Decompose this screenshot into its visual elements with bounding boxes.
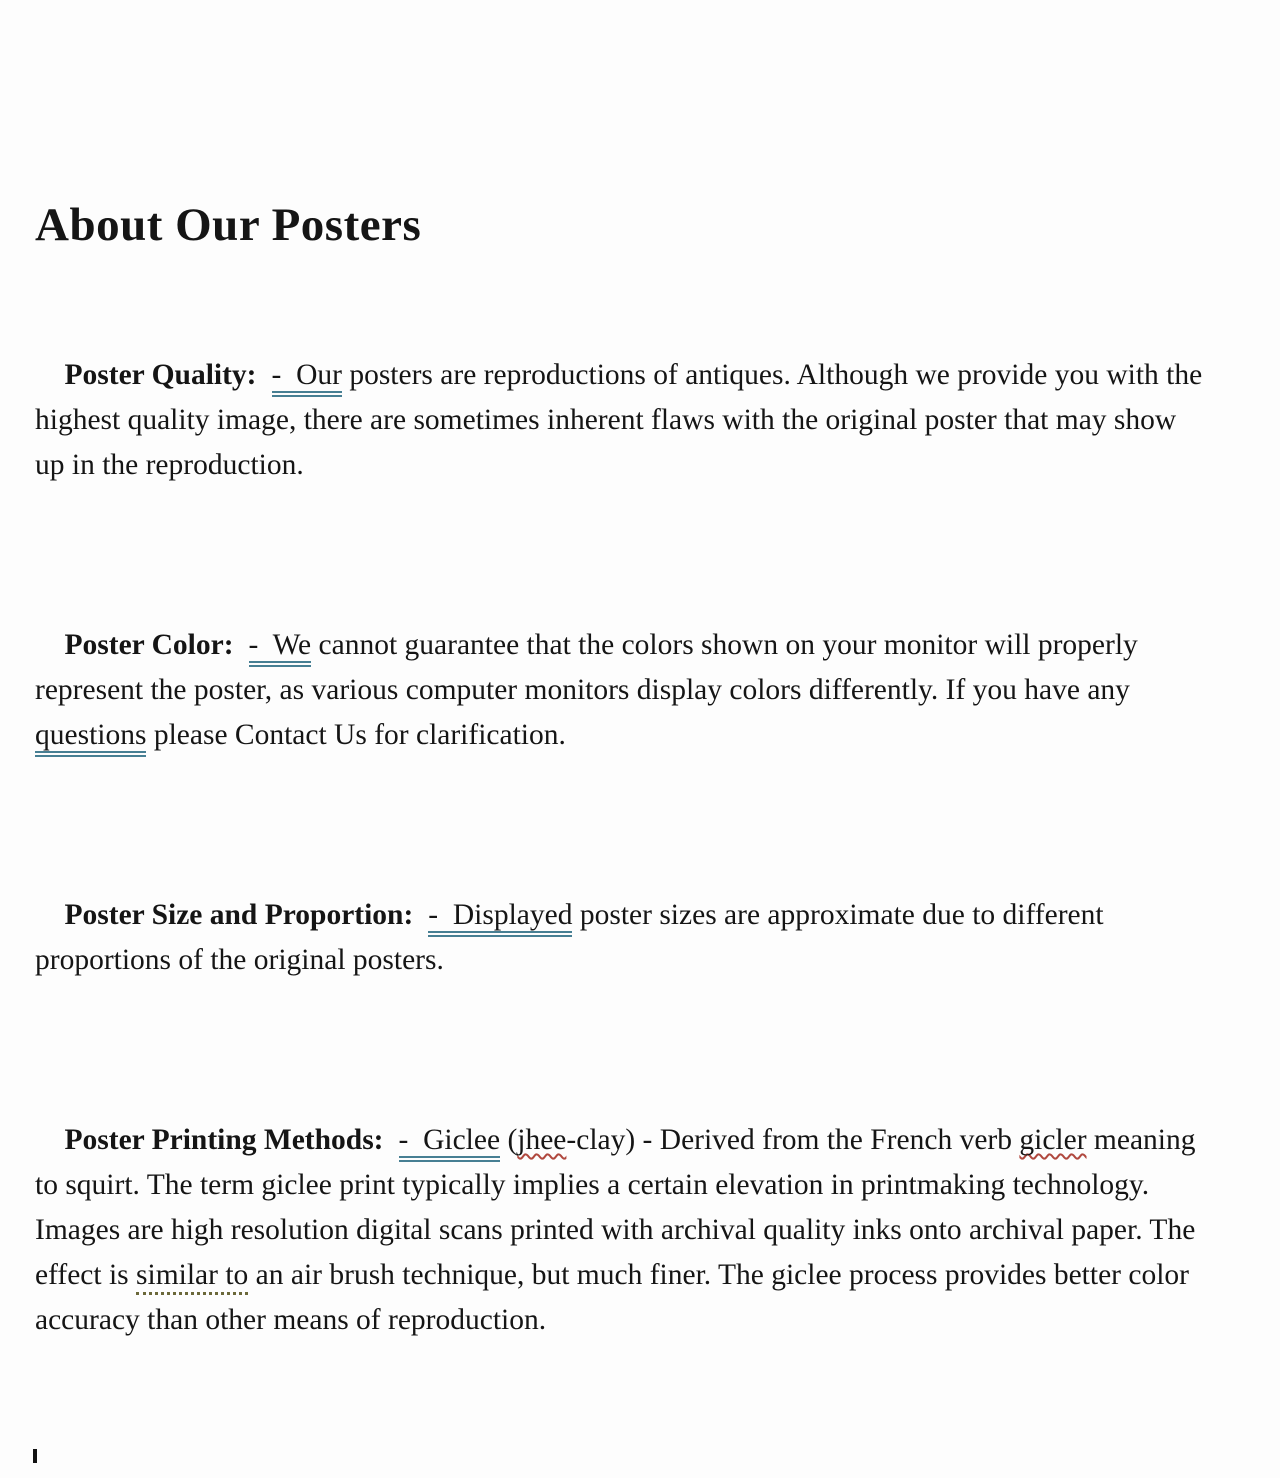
paragraph-body: posters are reproductions of antiques. Although we provide you with the highest quality image, there are sometimes inherent flaws with the original poster that may show up in the reproduction. — [35, 359, 1210, 481]
cursor-row — [35, 1433, 1212, 1478]
grammar-flagged-phrase: similar to — [136, 1259, 248, 1295]
paragraph-label-poster-size: Poster Size and Proportion: — [64, 899, 414, 931]
double-underlined-lead: - Our — [272, 359, 342, 397]
paragraph-label-poster-quality: Poster Quality: — [64, 359, 257, 391]
paragraph-body: poster sizes are approximate due to different proportions of the original posters. — [35, 899, 1111, 976]
paragraph-body: an air brush technique, but much finer. The giclee process provides better color accuracy than other means of reproduction. — [35, 1259, 1197, 1336]
paragraph-label-printing-methods: Poster Printing Methods: — [64, 1124, 384, 1156]
paragraph-body: meaning to squirt. The term giclee print typically implies a certain elevation in printmaking technology. Images are high resolution digital scans printed with archival quality inks onto archival paper. The effect is — [35, 1124, 1203, 1291]
paragraph-label-poster-color: Poster Color: — [64, 629, 234, 661]
double-underlined-word: questions — [35, 719, 146, 757]
paragraph-body: -clay) - Derived from the French verb — [566, 1124, 1020, 1156]
double-underlined-lead: - We — [249, 629, 312, 667]
paragraph-body: ( — [500, 1124, 518, 1156]
page-title: About Our Posters — [35, 199, 422, 251]
spellcheck-flagged-word: gicler — [1019, 1124, 1087, 1156]
double-underlined-lead: - Displayed — [428, 899, 572, 937]
double-underlined-lead: - Giclee — [399, 1124, 501, 1162]
paragraph-poster-quality — [35, 308, 1212, 533]
paragraph-body: please Contact Us for clarification. — [146, 719, 566, 751]
paragraph-poster-size — [35, 848, 1212, 1028]
spellcheck-flagged-word: jhee — [517, 1124, 567, 1156]
paragraph-poster-color — [35, 578, 1212, 803]
text-cursor — [33, 1449, 37, 1463]
paragraph-body: cannot guarantee that the colors shown on your monitor will properly represent the poster, as various computer monitors display colors differently. If you have any — [35, 629, 1146, 706]
paragraph-printing-methods — [35, 1073, 1212, 1388]
